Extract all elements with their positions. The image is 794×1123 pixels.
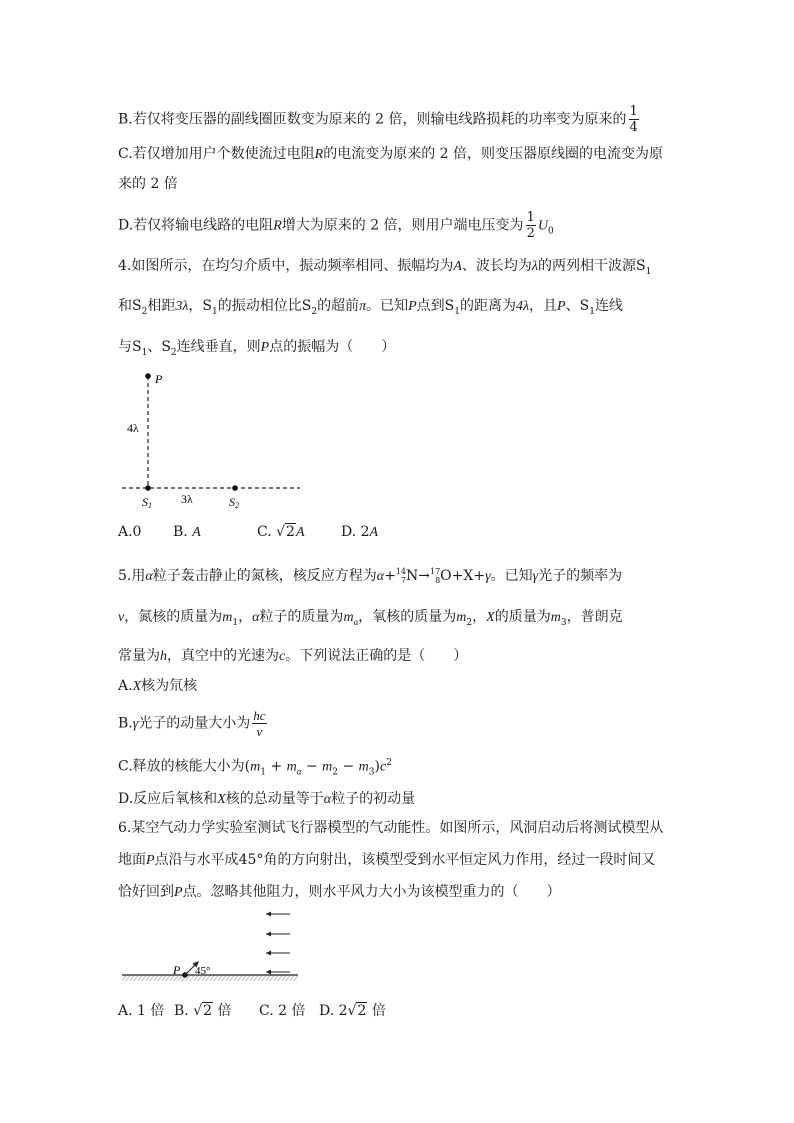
wind-arrow-head (266, 932, 271, 937)
s2-label: S2 (229, 495, 239, 510)
nitrogen-nuclide: 14 7 (395, 567, 406, 585)
wind-arrow-head (266, 951, 271, 956)
q5-stem-line1: 5.用α粒子轰击静止的氮核，核反应方程为α+ 14 7 N→ 17 8 O+X+γ。已知γ光子的频率为 (118, 567, 623, 585)
q3-option-c-line1: C.若仅增加用户个数使流过电阻R的电流变为原来的 2 倍，则变压器原线圈的电流变为原 (118, 146, 664, 162)
q5-option-b: B.γ光子的动量大小为 $\frac{hc}{\nu}$ (118, 708, 266, 739)
wind-arrow-head (266, 912, 271, 917)
vertical-distance-label: 4λ (127, 421, 139, 435)
q6-stem-line2: 地面P点沿与水平成45°角的方向射出，该模型受到水平恒定风力作用，经过一段时间又 (118, 852, 656, 868)
sqrt-symbol: √2 (347, 1003, 367, 1019)
q5-option-d: D.反应后氧核和X核的总动量等于α粒子的初动量 (118, 791, 416, 807)
angle-label: 45° (195, 965, 211, 977)
q4-option-b: B. A (173, 524, 201, 540)
fraction-one-half: $\frac{1}{2}$ (526, 210, 535, 241)
point-p-dot (145, 373, 151, 379)
q4-stem-line1: 4.如图所示，在均匀介质中，振动频率相同、振幅均为A、波长均为λ的两列相干波源$S_1$ (118, 258, 652, 277)
q3-option-b (118, 104, 641, 135)
q4-options (118, 522, 378, 543)
q6-options (118, 1001, 386, 1021)
q4-wave-source-figure (118, 366, 318, 514)
q3-option-b-text: B.若仅将变压器的副线圈匝数变为原来的 2 倍，则输电线路损耗的功率变为原来的 (118, 111, 627, 128)
q3-option-c-line2: 来的 2 倍 (118, 176, 178, 192)
oxygen-nuclide: 17 8 (429, 567, 441, 585)
fraction-hc-over-nu: $\frac{hc}{\nu}$ (253, 708, 266, 739)
fraction-one-quarter: $\frac{1}{4}$ (629, 104, 638, 135)
q6-option-c: C. 2 倍 (259, 1003, 306, 1019)
q3-option-d: D.若仅将输电线路的电阻R增大为原来的 2 倍，则用户端电压变为 $\frac{1}{2}$ $U_0$ (118, 210, 554, 241)
q4-stem-line2: 和$S_2$相距3λ，$S_1$的振动相位比$S_2$的超前π。已知P点到$S_1$的距离为4λ，且P、$S_1$连线 (118, 298, 623, 317)
p-label: P (173, 963, 181, 977)
q5-stem-line3: 常量为h，真空中的光速为c。下列说法正确的是（ ） (118, 648, 468, 664)
p-label: P (155, 372, 163, 386)
q6-option-b: B. √2 倍 (174, 1003, 232, 1019)
q6-wind-tunnel-figure (118, 904, 308, 990)
q6-option-a: A. 1 倍 (118, 1003, 165, 1019)
q4-option-a: A.0 (118, 524, 142, 540)
wind-arrow-head (266, 970, 271, 975)
q5-option-c: C.释放的核能大小为$(m_1 + m_\alpha - m_2 - m_3)c^2$ (118, 758, 392, 778)
horizontal-distance-label: 3λ (181, 492, 193, 506)
sqrt-symbol: √2 (276, 524, 295, 540)
sqrt-symbol: √2 (193, 1003, 213, 1019)
q5-stem-line2: ν，氮核的质量为$m_1$，α粒子的质量为$m_\alpha$，氧核的质量为$m_2$，X的质量为$m_3$，普朗克 (118, 609, 623, 628)
q6-option-d: D. 2√2 倍 (319, 1003, 386, 1019)
q5-option-a: A.X核为氘核 (118, 678, 198, 694)
q4-stem-line3: 与$S_1$、$S_2$连线垂直，则P点的振幅为（ ） (118, 339, 396, 358)
q4-option-c: C. √2A (257, 524, 305, 540)
source-s2-dot (232, 485, 238, 491)
q6-stem-line1: 6.某空气动力学实验室测试飞行器模型的气动能性。如图所示，风洞启动后将测试模型从 (118, 820, 664, 836)
q4-option-d: D. 2A (341, 524, 379, 540)
source-s1-dot (145, 485, 151, 491)
s1-label: S1 (142, 495, 152, 510)
q6-stem-line3: 恰好回到P点。忽略其他阻力，则水平风力大小为该模型重力的（ ） (118, 884, 561, 900)
